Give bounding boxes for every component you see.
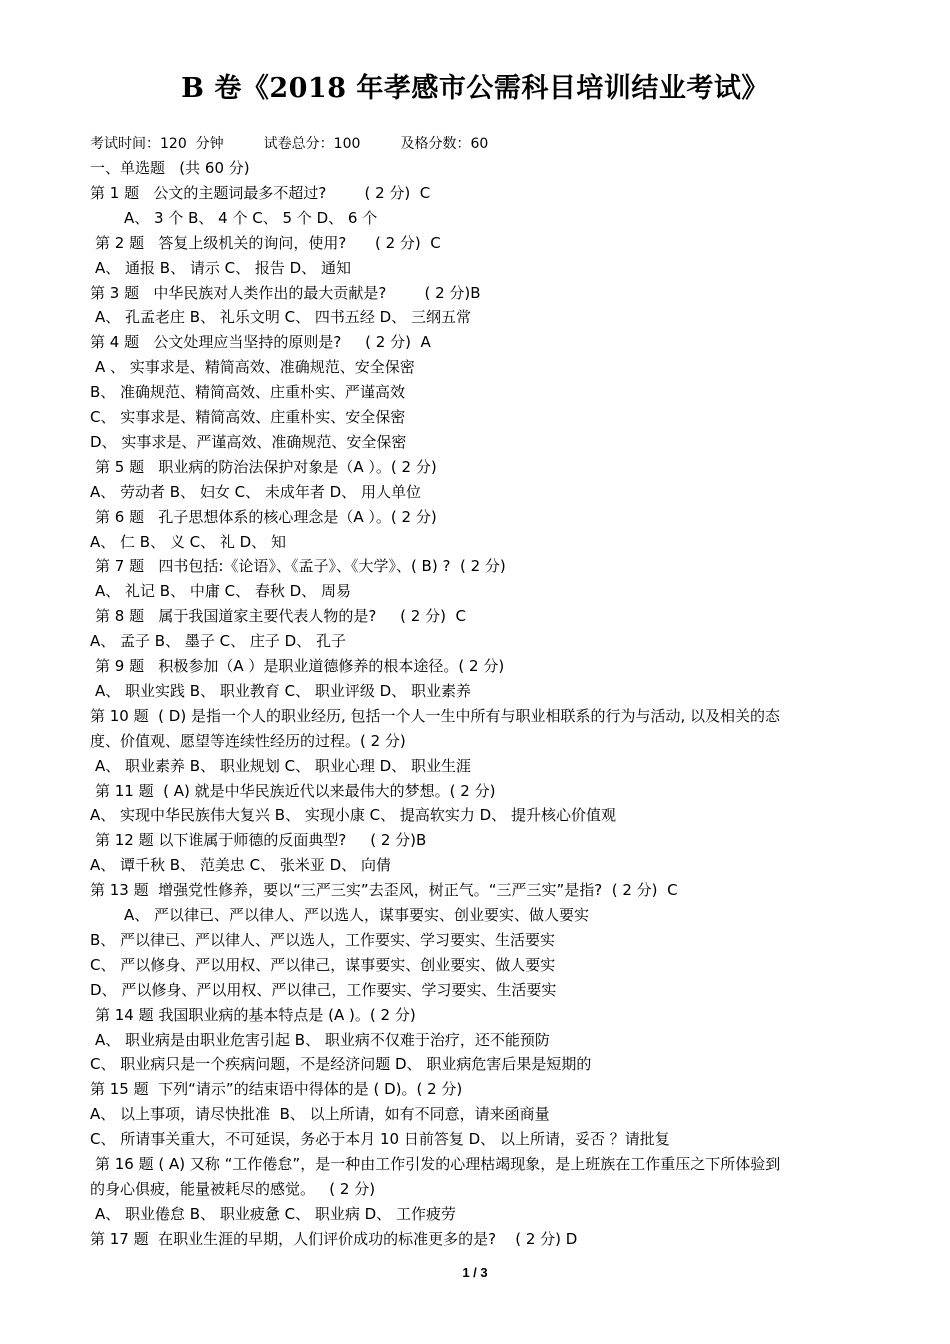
- text-line: A、 孔孟老庄 B、 礼乐文明 C、 四书五经 D、 三纲五常: [95, 308, 471, 327]
- text-line: 第 13 题 增强党性修养，要以“三严三实”去歪风，树正气。“三严三实”是指? ( 2 分) C: [90, 881, 678, 900]
- text-line: A 、 实事求是、精简高效、准确规范、安全保密: [95, 358, 415, 377]
- text-line: 第 12 题 以下谁属于师德的反面典型? ( 2 分)B: [95, 831, 427, 850]
- text-line: 第 4 题 公文处理应当坚持的原则是? ( 2 分) A: [90, 333, 431, 352]
- text-line: 第 1 题 公文的主题词最多不超过? ( 2 分) C: [90, 183, 431, 202]
- page-number: 1 / 3: [462, 1265, 488, 1280]
- text-line: A、 严以律已、严以律人、严以选人，谋事要实、创业要实、做人要实: [124, 906, 590, 924]
- text-line: 第 17 题 在职业生涯的早期，人们评价成功的标准更多的是? ( 2 分) D: [90, 1229, 578, 1248]
- text-line: 第 8 题 属于我国道家主要代表人物的是? ( 2 分) C: [95, 607, 466, 626]
- text-line: A、 实现中华民族伟大复兴 B、 实现小康 C、 提高软实力 D、 提升核心价值观: [90, 806, 616, 825]
- text-line: A、 职业倦怠 B、 职业疲惫 C、 职业病 D、 工作疲劳: [95, 1204, 456, 1223]
- text-line: A、 职业实践 B、 职业教育 C、 职业评级 D、 职业素养: [95, 681, 471, 700]
- text-line: B、 严以律已、严以律人、严以选人，工作要实、学习要实、生活要实: [90, 930, 556, 949]
- text-line: 第 9 题 积极参加（A ）是职业道德修养的根本途径。( 2 分): [95, 657, 505, 675]
- text-line: 第 16 题 ( A) 又称 “工作倦怠”，是一种由工作引发的心理枯竭现象，是上班族在工作重压之下所体验到: [95, 1155, 781, 1173]
- text-line: D、 实事求是、严谨高效、准确规范、安全保密: [90, 432, 407, 451]
- text-line: 第 15 题 下列“请示”的结束语中得体的是 ( D)。( 2 分): [90, 1080, 463, 1099]
- text-line: A、 通报 B、 请示 C、 报告 D、 通知: [95, 258, 351, 277]
- text-line: 度、价值观、愿望等连续性经历的过程。( 2 分): [90, 731, 406, 750]
- text-line: A、 以上事项，请尽快批准 B、 以上所请，如有不同意，请来函商量: [90, 1105, 550, 1124]
- text-line: 一、单选题 (共 60 分): [90, 159, 250, 177]
- text-line: D、 严以修身、严以用权、严以律己，工作要实、学习要实、生活要实: [90, 980, 557, 999]
- text-line: A、 孟子 B、 墨子 C、 庄子 D、 孔子: [90, 632, 346, 651]
- text-line: 第 6 题 孔子思想体系的核心理念是（A ）。( 2 分): [95, 507, 437, 526]
- text-line: A、 劳动者 B、 妇女 C、 未成年者 D、 用人单位: [90, 482, 421, 501]
- text-line: 第 3 题 中华民族对人类作出的最大贡献是? ( 2 分)B: [90, 283, 481, 302]
- text-line: 第 10 题 ( D) 是指一个人的职业经历, 包括一个人一生中所有与职业相联系的行为与活动, 以及相关的态: [90, 706, 781, 725]
- text-line: 第 11 题 ( A) 就是中华民族近代以来最伟大的梦想。( 2 分): [95, 781, 496, 800]
- text-line: 第 5 题 职业病的防治法保护对象是（A ）。( 2 分): [95, 457, 437, 476]
- text-line: 第 2 题 答复上级机关的询问，使用? ( 2 分) C: [95, 233, 441, 252]
- exam-meta: 考试时间：120 分钟 试卷总分：100 及格分数：60: [90, 136, 489, 152]
- text-line: C、 所请事关重大，不可延误，务必于本月 10 日前答复 D、 以上所请，妥否 ？请批复: [90, 1130, 670, 1149]
- text-line: 第 14 题 我国职业病的基本特点是 (A )。( 2 分): [95, 1005, 416, 1024]
- text-line: 第 7 题 四书包括:《论语》、《孟子》、《大学》、( B) ? ( 2 分): [95, 557, 506, 576]
- text-line: B、 准确规范、精简高效、庄重朴实、严谨高效: [90, 383, 406, 402]
- text-line: A、 3 个 B、 4 个 C、 5 个 D、 6 个: [124, 208, 378, 227]
- text-line: A、 职业素养 B、 职业规划 C、 职业心理 D、 职业生涯: [95, 756, 471, 775]
- text-line: A、 谭千秋 B、 范美忠 C、 张米亚 D、 向倩: [90, 856, 391, 875]
- text-line: C、 职业病只是一个疾病问题，不是经济问题 D、 职业病危害后果是短期的: [90, 1055, 592, 1074]
- text-line: A、 仁 B、 义 C、 礼 D、 知: [90, 532, 286, 551]
- text-line: 的身心俱疲，能量被耗尽的感觉。 ( 2 分): [90, 1179, 376, 1198]
- text-line: C、 严以修身、严以用权、严以律己，谋事要实、创业要实、做人要实: [90, 955, 556, 974]
- text-line: C、 实事求是、精简高效、庄重朴实、安全保密: [90, 408, 406, 426]
- exam-title: B 卷《2018 年孝感市公需科目培训结业考试》: [181, 73, 769, 104]
- text-line: A、 职业病是由职业危害引起 B、 职业病不仅难于治疗，还不能预防: [95, 1030, 550, 1049]
- text-line: A、 礼记 B、 中庸 C、 春秋 D、 周易: [95, 582, 351, 601]
